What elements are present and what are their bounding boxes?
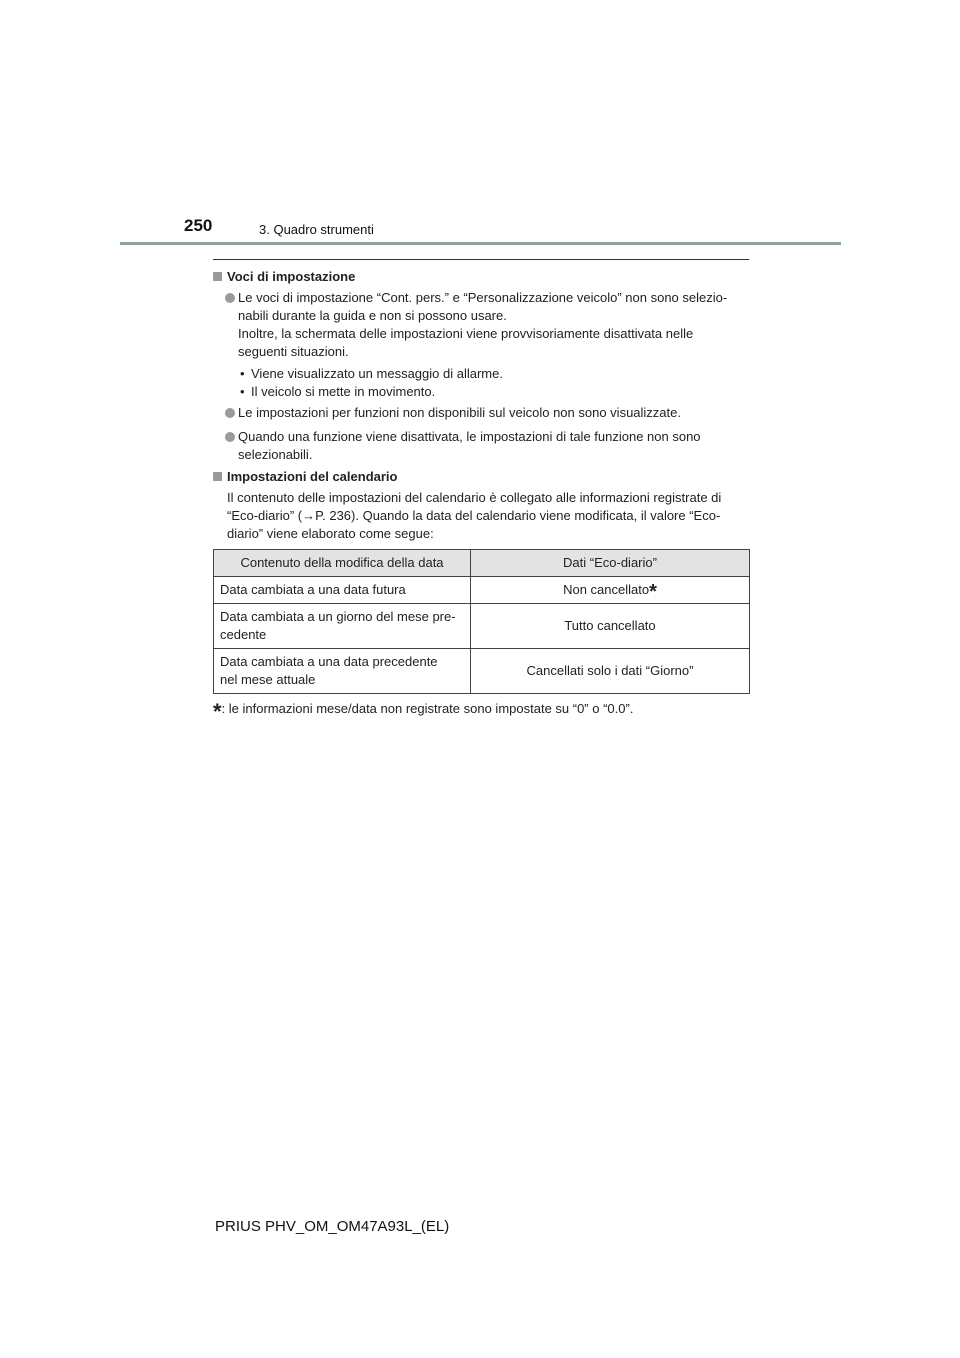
- settings-bullet-3: [213, 428, 749, 464]
- square-bullet-icon: [213, 472, 222, 481]
- cell-result-text: Tutto cancellato: [564, 618, 656, 633]
- bullet1-line: Inoltre, la schermata delle impostazioni viene provvisoriamente disattivata nelle: [238, 326, 694, 341]
- table-cell-result: [471, 577, 750, 604]
- settings-heading: [213, 268, 749, 286]
- sub-item-text: Il veicolo si mette in movimento.: [251, 384, 436, 399]
- bullet1-line: nabili durante la guida e non si possono usare.: [238, 308, 507, 323]
- content-rule: [213, 259, 749, 260]
- table-row: [214, 649, 750, 694]
- table-cell-result: [471, 604, 750, 649]
- sub-item: [238, 365, 749, 383]
- sub-item-list: [213, 365, 749, 401]
- table-row: [214, 577, 750, 604]
- header-rule: [120, 242, 841, 245]
- bullet3-line: selezionabili.: [238, 447, 313, 462]
- table-cell-result: [471, 649, 750, 694]
- cell-line: Data cambiata a una data precedente: [220, 654, 438, 669]
- circle-bullet-icon: [225, 293, 235, 303]
- asterisk-mark: *: [649, 581, 657, 603]
- sub-item: [238, 383, 749, 401]
- settings-heading-text: Voci di impostazione: [227, 269, 356, 284]
- bullet3-line: Quando una funzione viene disattivata, le impostazioni di tale funzione non sono: [238, 429, 701, 444]
- paragraph-line: diario” viene elaborato come segue:: [227, 526, 434, 541]
- cell-result-text: Non cancellato: [563, 582, 650, 597]
- table-cell-change: [214, 604, 471, 649]
- table-header-cell: Contenuto della modifica della data: [214, 550, 471, 577]
- calendar-heading-text: Impostazioni del calendario: [227, 469, 398, 484]
- circle-bullet-icon: [225, 432, 235, 442]
- table-row: [214, 604, 750, 649]
- table-cell-change: [214, 649, 471, 694]
- paragraph-line: “Eco-diario” (→P. 236). Quando la data del calendario viene modificata, il valore “Eco-: [227, 508, 721, 523]
- circle-bullet-icon: [225, 408, 235, 418]
- eco-diary-table: [213, 549, 750, 694]
- settings-bullet-1: [213, 289, 749, 361]
- bullet1-line: seguenti situazioni.: [238, 344, 349, 359]
- section-title: 3. Quadro strumenti: [259, 222, 374, 237]
- document-code: PRIUS PHV_OM_OM47A93L_(EL): [215, 1218, 450, 1235]
- calendar-paragraph: [213, 489, 749, 543]
- cell-line: nel mese attuale: [220, 672, 316, 687]
- table-header-cell: Dati “Eco-diario”: [471, 550, 750, 577]
- small-bullet-icon: •: [240, 384, 245, 399]
- bullet2-text: Le impostazioni per funzioni non disponibili sul veicolo non sono visualizzate.: [238, 405, 681, 420]
- settings-bullet-2: [213, 404, 749, 422]
- footnote-asterisk: *: [213, 699, 222, 724]
- paragraph-line: Il contenuto delle impostazioni del calendario è collegato alle informazioni registrate di: [227, 490, 722, 505]
- bullet1-line: Le voci di impostazione “Cont. pers.” e “Personalizzazione veicolo” non sono selezio-: [238, 290, 728, 305]
- cell-line: cedente: [220, 627, 267, 642]
- sub-item-text: Viene visualizzato un messaggio di allarme.: [251, 366, 503, 381]
- page-number: 250: [184, 216, 213, 235]
- content-area: [213, 268, 749, 724]
- table-header-row: [214, 550, 750, 577]
- cell-result-text: Cancellati solo i dati “Giorno”: [526, 663, 694, 678]
- square-bullet-icon: [213, 272, 222, 281]
- footnote-text: : le informazioni mese/data non registrate sono impostate su “0” o “0.0”.: [221, 701, 634, 716]
- cell-line: Data cambiata a una data futura: [220, 582, 406, 597]
- table-cell-change: [214, 577, 471, 604]
- footnote: [213, 699, 749, 724]
- cell-line: Data cambiata a un giorno del mese pre-: [220, 609, 456, 624]
- calendar-heading: [213, 468, 749, 486]
- small-bullet-icon: •: [240, 366, 245, 381]
